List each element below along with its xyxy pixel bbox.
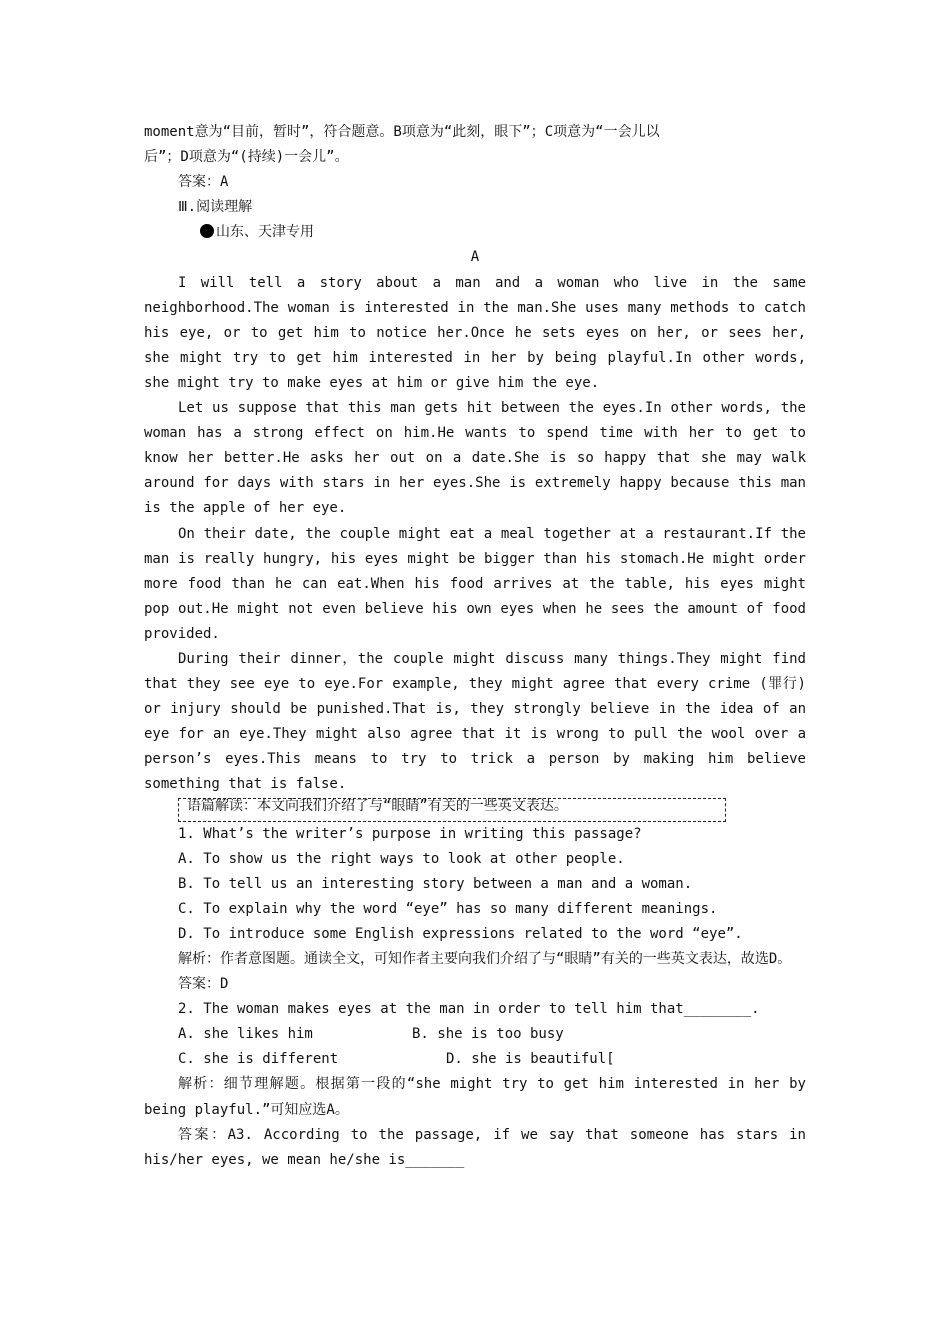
passage-paragraph-1: I will tell a story about a man and a woman who live in the same neighborhood.The woman is interested in the man.She uses many methods to catch his eye, or to get him to notice her.Once he sets eyes on her, or sees her, she might try to get him interested in her by being playful.In other words, she might try to make eyes at him or give him the eye.	[144, 274, 806, 391]
summary-box	[178, 798, 726, 822]
question-2-stem: 2. The woman makes eyes at the man in order to tell him that________.	[178, 1001, 760, 1018]
passage-label: A	[470, 249, 480, 266]
summary-text: 语篇解读：本文向我们介绍了与“眼睛”有关的一些英文表达。	[187, 797, 568, 814]
question-2-answer-and-question-3: 答案：A3. According to the passage, if we say that someone has stars in his/her eyes, we mean he/she is_______	[144, 1126, 806, 1168]
passage-paragraph-4: During their dinner，the couple might discuss many things.They might find that they see eye to eye.For example, they might agree that every crime (罪行) or injury should be punished.That is, they strongly believe in the idea of an eye for an eye.They might also agree that it is wrong to pull the wool over a person’s eyes.This means to try to trick a person by making him believe something that is false.	[144, 650, 806, 793]
question-1-option-b: B. To tell us an interesting story between a man and a woman.	[178, 875, 693, 892]
intro-answer: 答案：A	[178, 174, 229, 191]
question-1-option-a: A. To show us the right ways to look at other people.	[178, 850, 625, 867]
question-2-option-d: D. she is beautiful[	[446, 1051, 615, 1068]
question-2-option-a: A. she likes him	[178, 1026, 313, 1043]
intro-line-1: moment意为“目前，暂时”，符合题意。B项意为“此刻，眼下”；C项意为“一会儿以	[144, 124, 660, 140]
question-1-stem: 1. What’s the writer’s purpose in writing this passage?	[178, 825, 642, 842]
question-2-option-b: B. she is too busy	[412, 1026, 564, 1043]
question-2-options-ab	[144, 1022, 806, 1047]
question-1-answer: 答案：D	[178, 976, 229, 993]
section-tag-label: 山东、天津专用	[216, 224, 314, 241]
question-2-analysis: 解析：细节理解题。根据第一段的“she might try to get him interested in her by being playful.”可知应选A。	[144, 1076, 806, 1118]
passage-paragraph-3: On their date, the couple might eat a meal together at a restaurant.If the man is really hungry, his eyes might be bigger than his stomach.He might order more food than he can eat.When his food arrives at the table, his eyes might pop out.He might not even believe his own eyes when he sees the amount of food provided.	[144, 525, 806, 642]
intro-line-2: 后”；D项意为“(持续)一会儿”。	[144, 149, 349, 166]
question-1-option-c: C. To explain why the word “eye” has so many different meanings.	[178, 900, 718, 917]
document-page	[144, 120, 806, 1173]
section-heading: Ⅲ.阅读理解	[178, 199, 253, 216]
question-2-options-cd	[144, 1047, 806, 1072]
passage-paragraph-2: Let us suppose that this man gets hit between the eyes.In other words, the woman has a strong effect on him.He wants to spend time with her to get to know her better.He asks her out on a date.She is so happy that she may walk around for days with stars in her eyes.She is extremely happy because this man is the apple of her eye.	[144, 400, 806, 517]
question-2-option-c: C. she is different	[178, 1051, 339, 1068]
section-tag	[144, 220, 806, 245]
bullet-icon	[200, 224, 214, 238]
question-1-option-d: D. To introduce some English expressions related to the word “eye”.	[178, 925, 743, 942]
question-1-analysis: 解析：作者意图题。通读全文，可知作者主要向我们介绍了与“眼睛”有关的一些英文表达，故选D。	[178, 951, 792, 967]
